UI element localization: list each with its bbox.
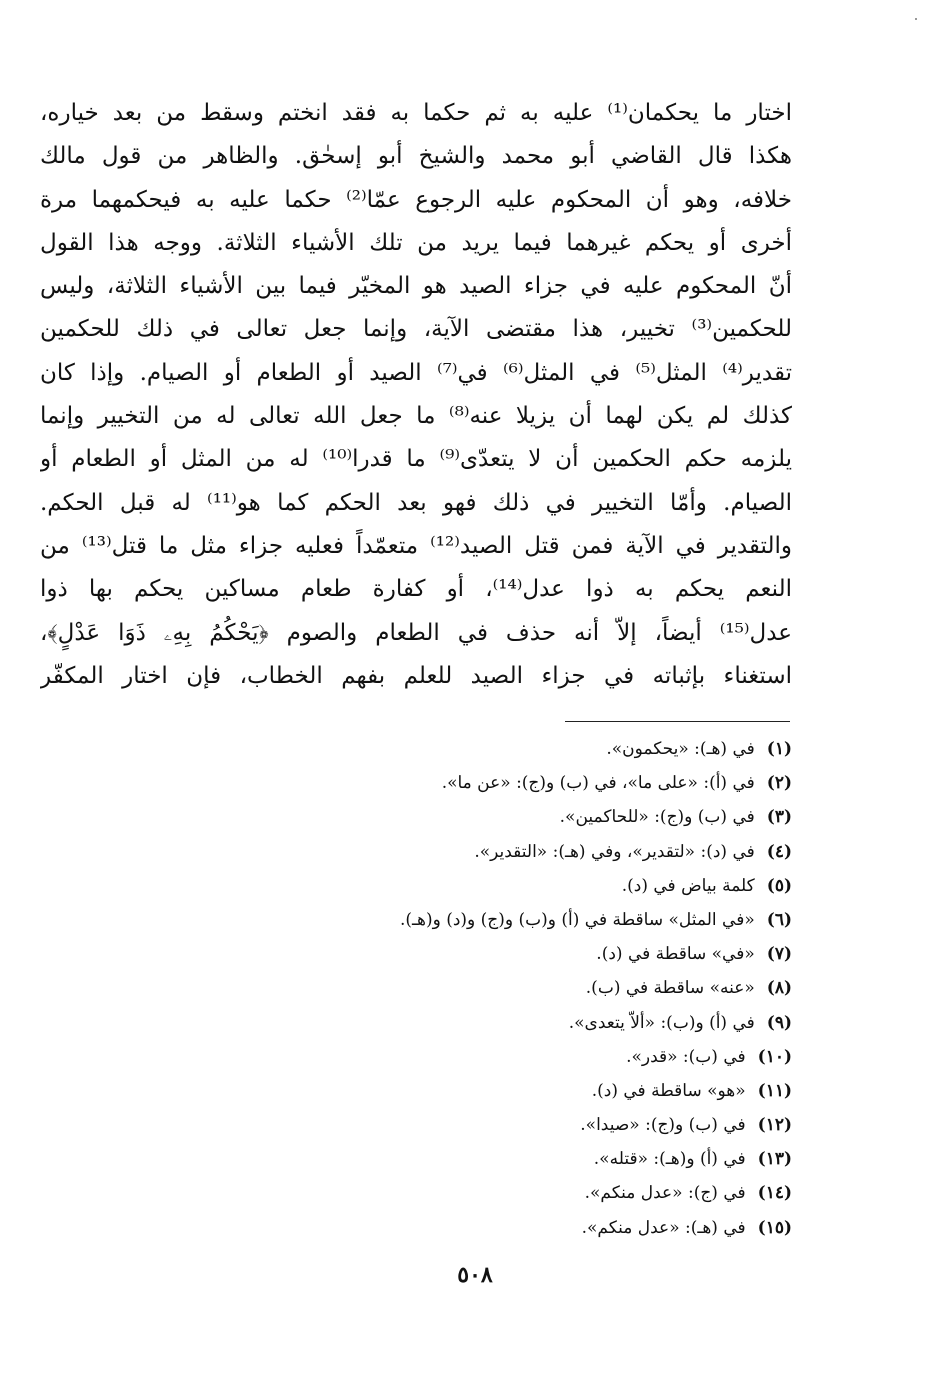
footnote-number: (١) bbox=[766, 739, 792, 759]
footnote bbox=[200, 1074, 792, 1108]
footnote bbox=[200, 800, 792, 834]
text-line: والتقدير في الآية فمن قتل الصيد⁽¹²⁾ متعمّداً فعليه جزاء مثل ما قتل⁽¹³⁾ من bbox=[40, 532, 792, 559]
footnote-text: «في المثل» ساقطة في (أ) و(ب) و(ج) و(د) و(هـ). bbox=[400, 909, 755, 930]
footnote bbox=[200, 835, 792, 869]
text-line: خلافه، وهو أن المحكوم عليه الرجوع عمّا⁽²⁾ حكما عليه به فيحكمهما مرة bbox=[40, 186, 792, 213]
footnote-text: في (أ) و(ب): «ألاّ يتعدى». bbox=[568, 1012, 755, 1033]
footnote-text: في (أ): «على ما»، في (ب) و(ج): «عن ما». bbox=[441, 773, 755, 794]
footnote-text: في (د): «لتقدير»، وفي (هـ): «التقدير». bbox=[474, 841, 755, 862]
text-line: تقدير⁽⁴⁾ المثل⁽⁵⁾ في المثل⁽⁶⁾ في⁽⁷⁾ الصيد أو الطعام أو الصيام. وإذا كان bbox=[40, 359, 792, 386]
footnote-number: (١٤) bbox=[757, 1183, 792, 1204]
footnote-number: (٤) bbox=[766, 841, 792, 862]
text-line: أخرى أو يحكم غيرهما فيما يريد من تلك الأشياء الثلاثة. ووجه هذا القول bbox=[40, 229, 792, 256]
footnote-text: في (أ) و(هـ): «قتله». bbox=[593, 1149, 746, 1170]
footnote bbox=[200, 1211, 792, 1245]
footnote-text: في (ب): «قدر». bbox=[626, 1046, 746, 1067]
footnote bbox=[200, 732, 792, 766]
footnote-number: (١٢) bbox=[757, 1115, 792, 1136]
footnote-text: في (ب) و(ج): «للحاكمين». bbox=[559, 807, 755, 828]
footnote-number: (٧) bbox=[766, 944, 792, 965]
footnote-number: (٩) bbox=[766, 1012, 792, 1033]
footnote-separator bbox=[565, 721, 790, 722]
text-line: اختار ما يحكمان⁽¹⁾ عليه به ثم حكما به فقد انختم وسقط من بعد خياره، bbox=[40, 100, 792, 126]
footnote-text: في (هـ): «عدل منكم». bbox=[581, 1217, 746, 1238]
footnote bbox=[200, 869, 792, 903]
footnote-text: «عنه» ساقطة في (ب). bbox=[585, 978, 755, 999]
footnote bbox=[200, 766, 792, 800]
footnote bbox=[200, 1040, 792, 1074]
footnote bbox=[200, 971, 792, 1005]
footnote bbox=[200, 937, 792, 971]
footnote-number: (١٠) bbox=[757, 1046, 792, 1067]
footnote-text: «في» ساقطة في (د). bbox=[596, 944, 755, 965]
footnote bbox=[200, 903, 792, 937]
footnote-number: (٥) bbox=[766, 875, 792, 896]
footnotes bbox=[200, 732, 792, 1245]
footnote bbox=[200, 1006, 792, 1040]
footnote bbox=[200, 1108, 792, 1142]
text-line: استغناء بإثباته في جزاء الصيد للعلم بفهم الخطاب، فإن اختار المكفّر bbox=[40, 662, 792, 689]
text-line: عدل⁽¹⁵⁾ أيضاً، إلاّ أنه حذف في الطعام والصوم ﴿يَحْكُمُ بِهِۦ ذَوَا عَدْلٍ﴾، bbox=[40, 619, 792, 646]
text-line: أنّ المحكوم عليه في جزاء الصيد هو المخيّر فيما بين الأشياء الثلاثة، وليس bbox=[40, 273, 792, 300]
footnote-number: (١١) bbox=[757, 1080, 792, 1101]
scan-speck bbox=[915, 18, 917, 20]
text-line: للحكمين⁽³⁾ تخيير، هذا مقتضى الآية، وإنما جعل تعالى في ذلك للحكمين bbox=[40, 316, 792, 343]
footnote-number: (٣) bbox=[766, 807, 792, 828]
text-line: يلزمه حكم الحكمين أن لا يتعدّى⁽⁹⁾ ما قدرا⁽¹⁰⁾ له من المثل أو الطعام أو bbox=[40, 446, 792, 473]
footnote-number: (٦) bbox=[766, 909, 792, 930]
footnote-text: في (ج): «عدل منكم». bbox=[584, 1183, 746, 1204]
footnote-number: (١٣) bbox=[757, 1149, 792, 1170]
footnote-text: في (هـ): «يحكمون». bbox=[606, 739, 755, 759]
footnote-text: في (ب) و(ج): «صيدا». bbox=[580, 1115, 746, 1136]
text-line: كذلك لم يكن لهما أن يزيلا عنه⁽⁸⁾ ما جعل الله تعالى له من التخيير وإنما bbox=[40, 403, 792, 430]
page-number: ٥٠٨ bbox=[457, 1262, 493, 1288]
text-line: هكذا قال القاضي أبو محمد والشيخ أبو إسحٰق. والظاهر من قول مالك bbox=[40, 143, 792, 170]
footnote-number: (٢) bbox=[766, 773, 792, 794]
main-text bbox=[40, 92, 792, 698]
text-line: النعم يحكم به ذوا عدل⁽¹⁴⁾، أو كفارة طعام مساكين يحكم بها ذوا bbox=[40, 576, 792, 603]
footnote bbox=[200, 1142, 792, 1176]
footnote bbox=[200, 1176, 792, 1210]
footnote-number: (١٥) bbox=[757, 1217, 792, 1238]
footnote-text: كلمة بياض في (د). bbox=[621, 875, 755, 896]
text-line: الصيام. وأمّا التخيير في ذلك فهو بعد الحكم كما هو⁽¹¹⁾ له قبل الحكم. bbox=[40, 489, 792, 516]
footnote-text: «هو» ساقطة في (د). bbox=[591, 1080, 746, 1101]
footnote-number: (٨) bbox=[766, 978, 792, 999]
